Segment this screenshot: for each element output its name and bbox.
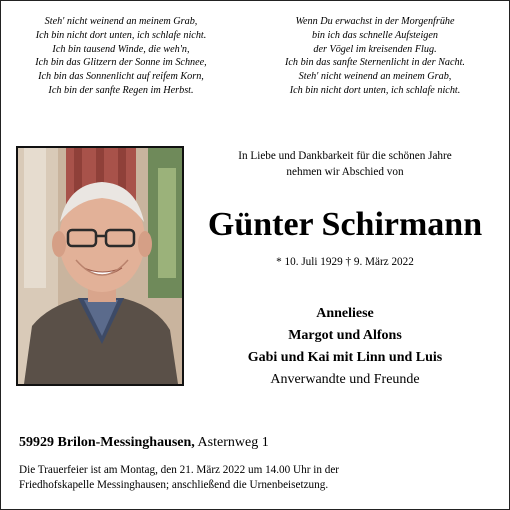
portrait-photo [16, 146, 184, 386]
poem-line: Ich bin der sanfte Regen im Herbst. [48, 84, 194, 96]
intro-line: In Liebe und Dankbarkeit für die schönen Jahre [238, 150, 452, 162]
notice-line: Die Trauerfeier ist am Montag, den 21. März 2022 um 14.00 Uhr in der [19, 464, 340, 476]
portrait-illustration [18, 148, 182, 384]
life-dates: * 10. Juli 1929 † 9. März 2022 [276, 256, 414, 268]
poem-line: bin ich das schnelle Aufsteigen [311, 29, 438, 41]
poem-left [1, 15, 241, 98]
deceased-name: Günter Schirmann [207, 206, 483, 243]
poem-line: Ich bin nicht dort unten, ich schlafe nicht. [289, 84, 461, 96]
notice-line: Friedhofskapelle Messinghausen; anschließend die Urnenbeisetzung. [19, 479, 329, 492]
mourner-name: Margot und Alfons [288, 328, 402, 343]
mourner-name: Anverwandte und Freunde [270, 372, 420, 387]
mourner-name: Anneliese [316, 306, 374, 321]
mourners-list [197, 303, 493, 391]
intro-line: nehmen wir Abschied von [286, 165, 404, 178]
poem-line: Ich bin das Sonnenlicht auf reifem Korn, [38, 71, 204, 83]
poem-line: Steh' nicht weinend an meinem Grab, [298, 71, 452, 83]
poem-line: Wenn Du erwachst in der Morgenfrühe [295, 16, 455, 27]
intro-text [197, 149, 493, 180]
address-street: Asternweg 1 [194, 435, 269, 450]
poem-line: Steh' nicht weinend an meinem Grab, [44, 16, 198, 27]
poem-line: Ich bin tausend Winde, die weh'n, [52, 43, 190, 55]
funeral-notice [19, 463, 499, 493]
poem-right [255, 15, 495, 98]
mourner-name: Gabi und Kai mit Linn und Luis [247, 350, 443, 365]
poem-line: der Vögel im kreisenden Flug. [313, 43, 437, 55]
poem-line: Ich bin das sanfte Sternenlicht in der Nacht. [285, 57, 465, 69]
poem-line: Ich bin das Glitzern der Sonne im Schnee, [35, 57, 207, 69]
poem-line: Ich bin nicht dort unten, ich schlafe nicht. [35, 29, 207, 41]
address [19, 434, 499, 452]
address-city: 59929 Brilon-Messinghausen, [19, 435, 195, 450]
